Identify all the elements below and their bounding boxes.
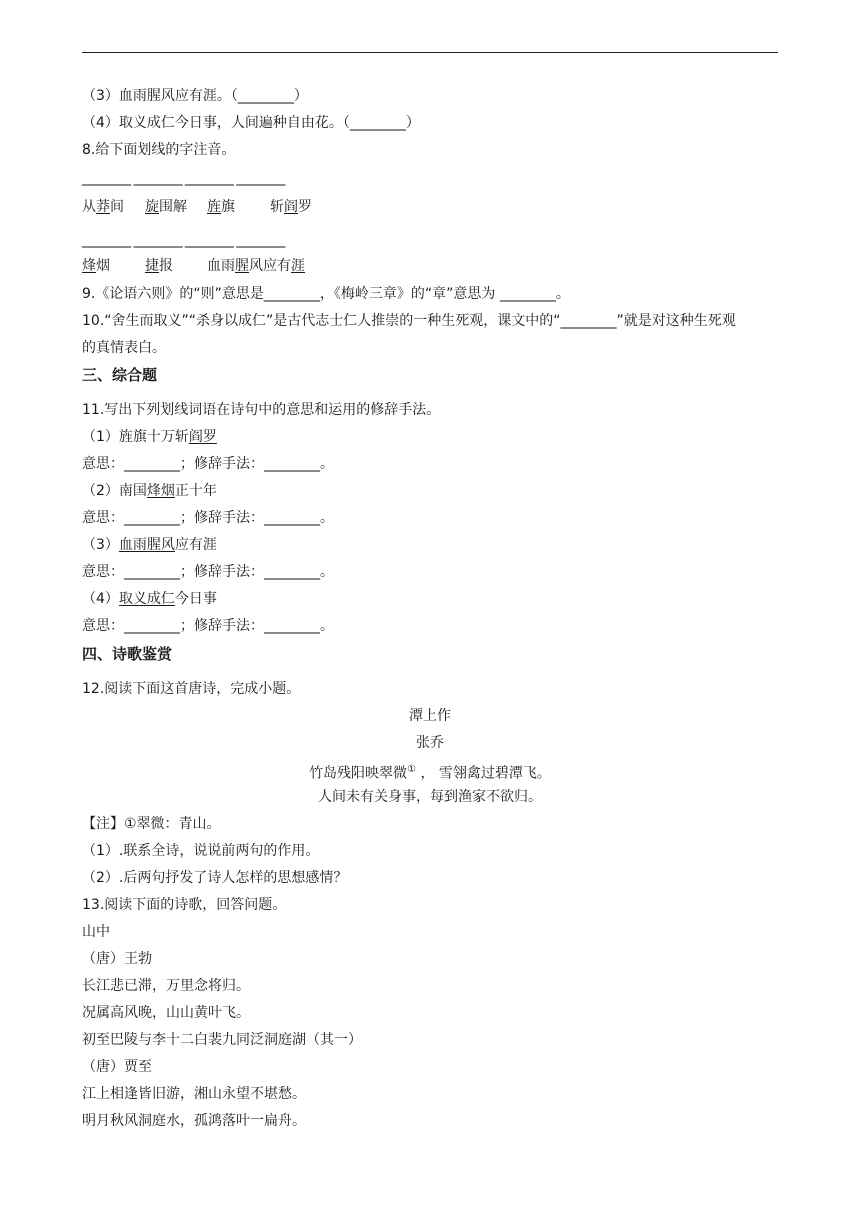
q13-line: （唐）贾至 [82,1059,152,1075]
q8-blank-row-2[interactable]: ________ ________ ________ ________ [82,232,285,248]
section-heading-3: 三、综合题 [82,366,158,384]
poem-author: 张乔 [416,735,444,751]
q13-line: 况属高风晚，山山黄叶飞。 [82,1005,250,1021]
q10-line-1: 10.“舍生而取义”“杀身以成仁”是古代志士仁人推崇的一种生死观，课文中的“________”就是对这种生死观 [82,313,736,329]
q11-answer-4[interactable]: 意思：________；修辞手法：________。 [82,618,334,634]
poem-note: 【注】①翠微：青山。 [82,816,221,832]
q10-line-2: 的真情表白。 [82,340,166,356]
q11-item-3: （3）血雨腥风应有涯 [82,537,217,553]
q13-line: 山中 [82,924,110,940]
q11-answer-1[interactable]: 意思：________；修辞手法：________。 [82,456,334,472]
q13-line: 初至巴陵与李十二白裴九同泛洞庭湖（其一） [82,1032,362,1048]
header-rule [82,52,778,53]
q13-line: （唐）王勃 [82,951,152,967]
q8-word: 从莽间 [82,199,124,215]
q8-word: 旋围解 [145,199,187,215]
q8-prompt: 8.给下面划线的字注音。 [82,142,236,158]
q8-word: 旌旗 [207,199,235,215]
q8-blank-row-1[interactable]: ________ ________ ________ ________ [82,170,285,186]
q13-line: 长江悲已滞，万里念将归。 [82,978,250,994]
q12-sub-2: （2）.后两句抒发了诗人怎样的思想感情？ [82,870,348,886]
q13-line: 江上相逢皆旧游，湘山永望不堪愁。 [82,1086,306,1102]
q11-answer-3[interactable]: 意思：________；修辞手法：________。 [82,564,334,580]
q9: 9.《论语六则》的“则”意思是________，《梅岭三章》的“章”意思为 ________。 [82,286,570,302]
q11-answer-2[interactable]: 意思：________；修辞手法：________。 [82,510,334,526]
q8-word: 捷报 [145,258,173,274]
q8-word: 血雨腥风应有涯 [207,258,305,274]
q7-item-4: （4）取义成仁今日事，人间遍种自由花。（________） [82,115,420,131]
q11-item-1: （1）旌旗十万斩阎罗 [82,429,217,445]
poem-line-2: 人间未有关身事，每到渔家不欲归。 [318,789,542,805]
q8-word: 斩阎罗 [270,199,312,215]
poem-title: 潭上作 [409,708,451,724]
q12-prompt: 12.阅读下面这首唐诗，完成小题。 [82,681,301,697]
q8-word: 烽烟 [82,258,110,274]
q7-item-3: （3）血雨腥风应有涯。（________） [82,88,308,104]
q13-line: 明月秋风洞庭水，孤鸿落叶一扁舟。 [82,1113,306,1129]
q11-item-4: （4）取义成仁今日事 [82,591,217,607]
q11-prompt: 11.写出下列划线词语在诗句中的意思和运用的修辞手法。 [82,402,441,418]
section-heading-4: 四、诗歌鉴赏 [82,645,173,663]
q12-sub-1: （1）.联系全诗，说说前两句的作用。 [82,843,320,859]
poem-line-1: 竹岛残阳映翠微① ， 雪翎禽过碧潭飞。 [309,764,551,782]
q11-item-2: （2）南国烽烟正十年 [82,483,217,499]
q13-prompt: 13.阅读下面的诗歌，回答问题。 [82,897,287,913]
